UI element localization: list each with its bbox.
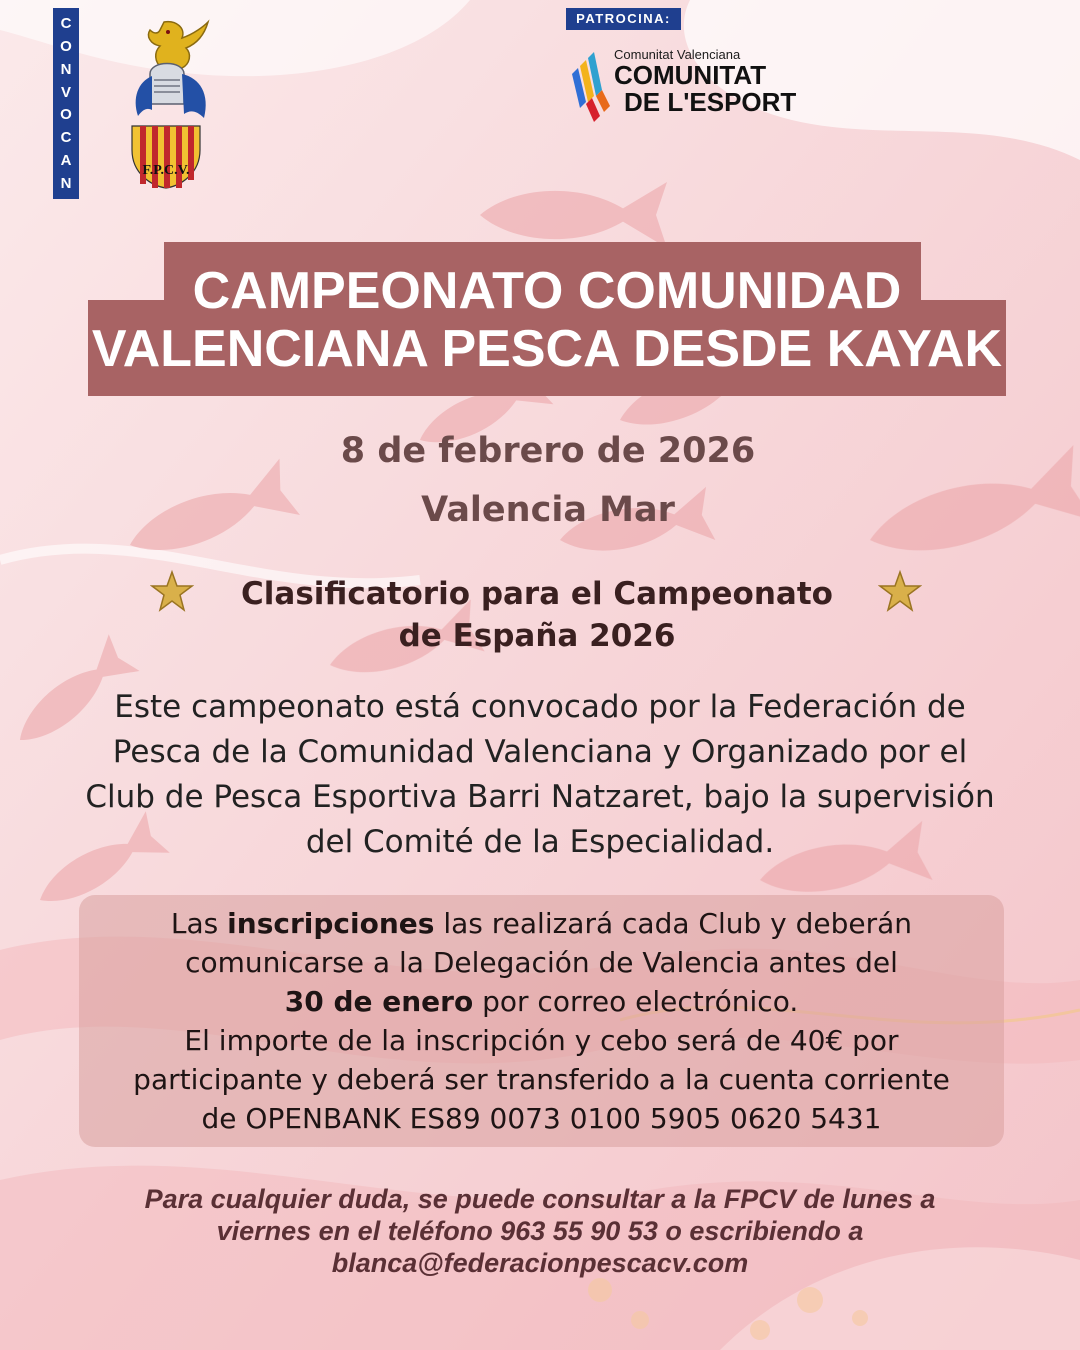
fpcv-logo [120, 18, 216, 190]
registration-line: de OPENBANK ES89 0073 0100 5905 0620 5431 [201, 1102, 882, 1135]
registration-deadline: 30 de enero [284, 985, 474, 1018]
registration-highlight: inscripciones [227, 907, 435, 940]
esport-logo-subtitle: Comunitat Valenciana [614, 47, 741, 62]
patrocina-label: PATROCINA: [566, 8, 681, 30]
gold-star-icon [150, 569, 194, 613]
convocan-letter: A [60, 152, 72, 170]
event-place: Valencia Mar [421, 490, 675, 530]
contact-email: blanca@federacionpescacv.com [331, 1248, 749, 1278]
registration-line: participante y deberá ser transferido a la cuenta corriente [133, 1063, 950, 1096]
description-paragraph [40, 685, 1040, 865]
description-line: Club de Pesca Esportiva Barri Natzaret, bajo la supervisión [85, 779, 995, 815]
fpcv-logo-text: F.P.C.V. [142, 163, 190, 178]
registration-line [79, 904, 1004, 943]
gold-star-icon [878, 569, 922, 613]
event-date: 8 de febrero de 2026 [340, 431, 756, 471]
event-title-line2: VALENCIANA PESCA DESDE KAYAK [91, 320, 1003, 378]
registration-text-part: Las [170, 907, 228, 940]
convocan-letter: C [60, 14, 72, 32]
registration-text-part: las realizará cada Club y deberán [434, 907, 913, 940]
description-line: del Comité de la Especialidad. [305, 824, 775, 860]
convocan-letter: O [60, 106, 72, 124]
convocan-letter: N [60, 60, 72, 78]
registration-text-part: por correo electrónico. [473, 985, 799, 1018]
convocan-badge [53, 8, 79, 199]
qualifier-note [200, 573, 874, 657]
description-line: Pesca de la Comunidad Valenciana y Organizado por el [112, 734, 968, 770]
contact-line: viernes en el teléfono 963 55 90 53 o escribiendo a [216, 1216, 864, 1246]
esport-logo-line2: DE L'ESPORT [624, 87, 797, 117]
contact-line: Para cualquier duda, se puede consultar a la FPCV de lunes a [144, 1184, 936, 1214]
convocan-letter: N [60, 175, 72, 193]
qualifier-line1: Clasificatorio para el Campeonato [241, 576, 833, 612]
registration-line [79, 982, 1004, 1021]
convocan-letter: O [60, 37, 72, 55]
comunitat-esport-logo [566, 44, 796, 124]
qualifier-line2: de España 2026 [398, 618, 676, 654]
convocan-letter: V [60, 83, 71, 101]
registration-line: comunicarse a la Delegación de Valencia antes del [185, 946, 898, 979]
convocan-letter: C [60, 129, 72, 147]
event-title-line1: CAMPEONATO COMUNIDAD [192, 262, 902, 320]
registration-text [79, 904, 1004, 1138]
esport-logo-title [614, 62, 796, 116]
description-line: Este campeonato está convocado por la Federación de [114, 689, 966, 725]
esport-stripes-icon [566, 46, 612, 122]
event-title [88, 262, 1006, 378]
registration-line: El importe de la inscripción y cebo será de 40€ por [184, 1024, 899, 1057]
contact-info [60, 1183, 1020, 1279]
esport-logo-line1: COMUNITAT [614, 60, 767, 90]
